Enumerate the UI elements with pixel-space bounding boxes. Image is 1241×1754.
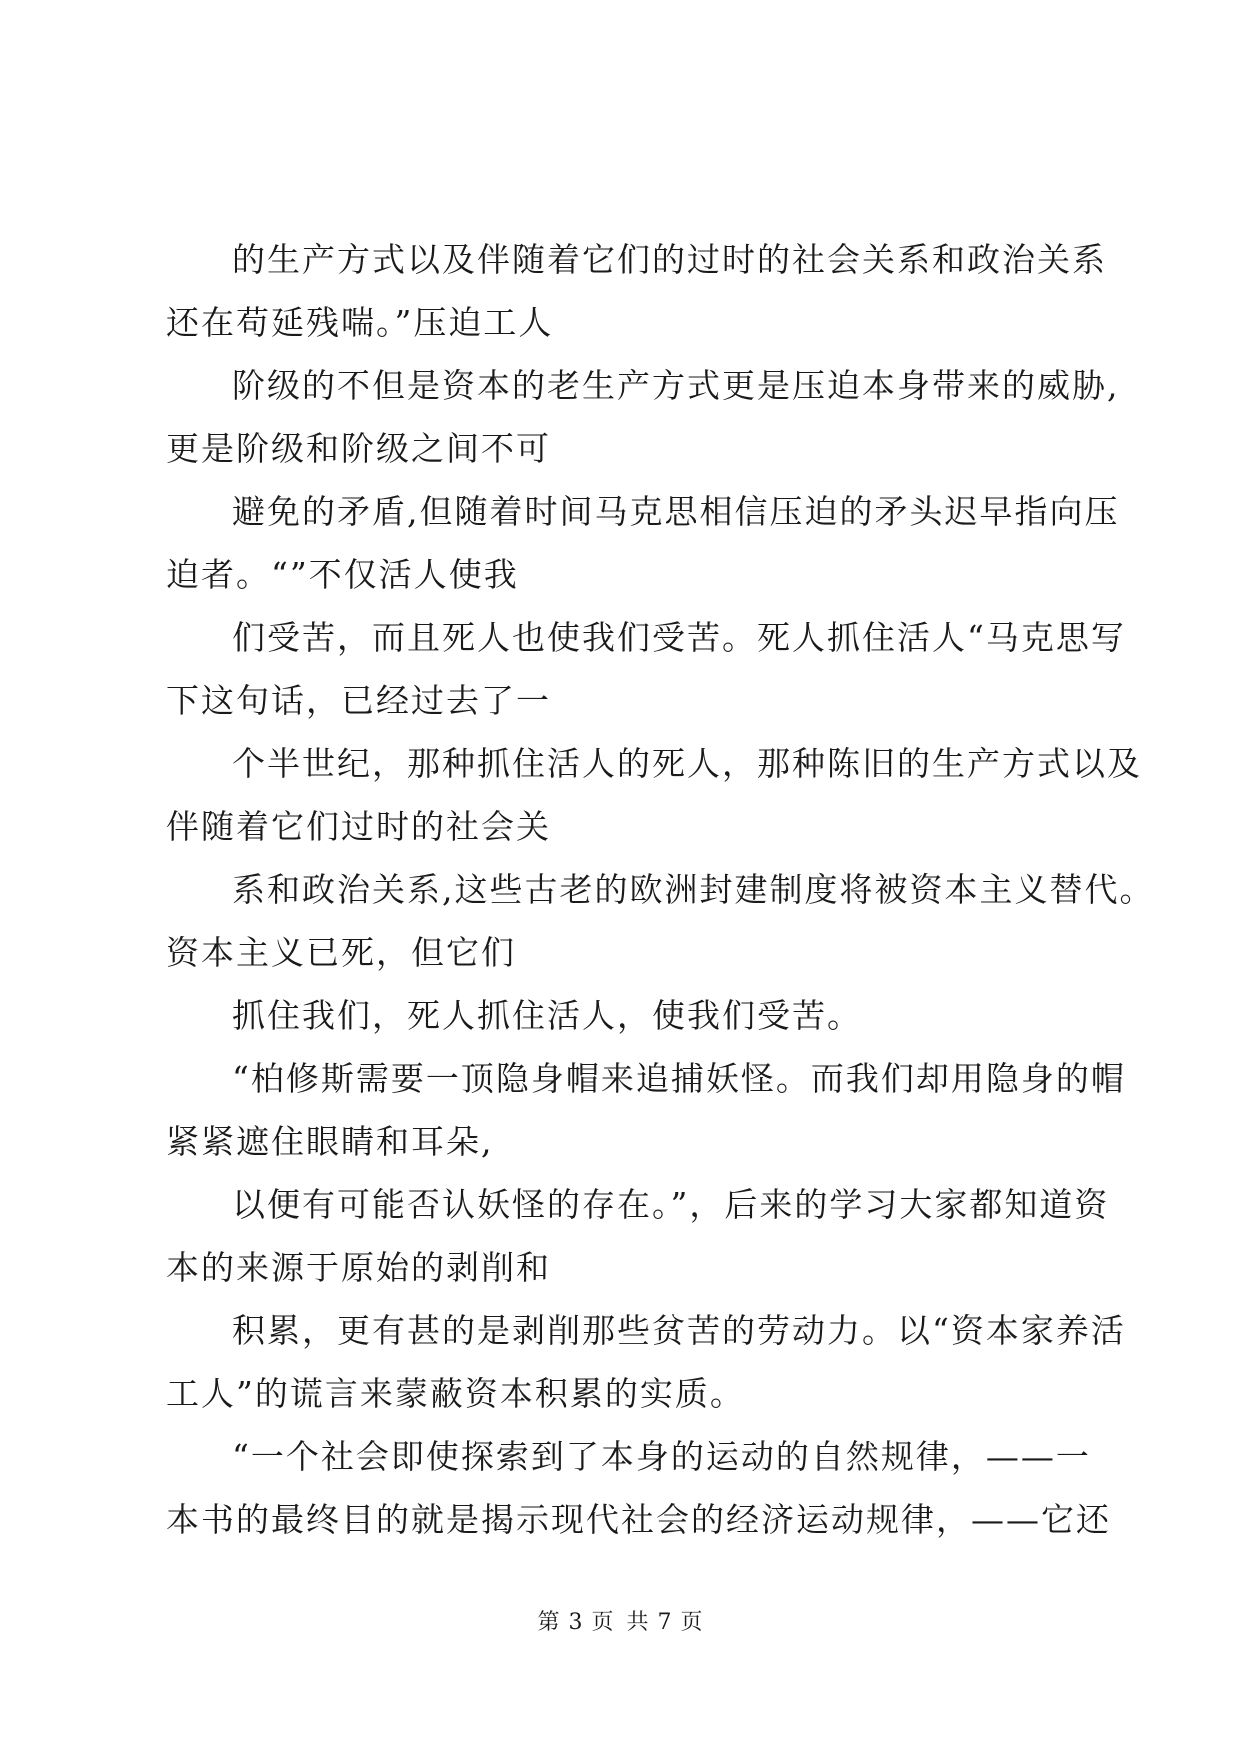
page-number: 第 3 页 (537, 1610, 615, 1635)
paragraph (166, 1425, 1111, 1551)
paragraph-line: 工人”的谎言来蒙蔽资本积累的实质。 (166, 1374, 745, 1413)
paragraph (166, 1047, 1126, 1173)
paragraph-line: 的生产方式以及伴随着它们的过时的社会关系和政治关系 (232, 240, 1107, 279)
paragraph (166, 1299, 1126, 1425)
paragraph (166, 228, 1107, 354)
paragraph (166, 1173, 1110, 1299)
paragraph-line: 资本主义已死，但它们 (166, 933, 516, 972)
paragraph-line: 个半世纪，那种抓住活人的死人，那种陈旧的生产方式以及 (232, 744, 1142, 783)
paragraph-line: 避免的矛盾,但随着时间马克思相信压迫的矛头迟早指向压 (232, 492, 1120, 531)
paragraph (166, 606, 1126, 732)
paragraph-line: 还在苟延残喘。”压迫工人 (166, 303, 554, 342)
paragraph-line: 更是阶级和阶级之间不可 (166, 429, 551, 468)
paragraph-line: “柏修斯需要一顶隐身帽来追捕妖怪。而我们却用隐身的帽 (232, 1059, 1126, 1098)
paragraph (166, 354, 1120, 480)
paragraph (166, 732, 1142, 858)
paragraph-line: “一个社会即使探索到了本身的运动的自然规律，——一 (232, 1437, 1091, 1476)
paragraph-line: 伴随着它们过时的社会关 (166, 807, 551, 846)
paragraph-line: 本的来源于原始的剥削和 (166, 1248, 551, 1287)
paragraph-line: 阶级的不但是资本的老生产方式更是压迫本身带来的威胁, (232, 366, 1120, 405)
paragraph-line: 积累，更有甚的是剥削那些贫苦的劳动力。以“资本家养活 (232, 1311, 1126, 1350)
paragraph-line: 系和政治关系,这些古老的欧洲封建制度将被资本主义替代。 (232, 870, 1155, 909)
paragraph (166, 858, 1155, 984)
page-total: 共 7 页 (626, 1610, 704, 1635)
paragraph (166, 480, 1120, 606)
paragraph-line: 迫者。“”不仅活人使我 (166, 555, 519, 594)
paragraph-line: 紧紧遮住眼睛和耳朵, (166, 1122, 494, 1161)
paragraph-line: 们受苦，而且死人也使我们受苦。死人抓住活人“马克思写 (232, 618, 1126, 657)
paragraph-line: 抓住我们，死人抓住活人，使我们受苦。 (232, 996, 862, 1035)
paragraph-line: 本书的最终目的就是揭示现代社会的经济运动规律，——它还 (166, 1500, 1111, 1539)
paragraph-line: 下这句话，已经过去了一 (166, 681, 551, 720)
paragraph-line: 以便有可能否认妖怪的存在。”，后来的学习大家都知道资 (232, 1185, 1110, 1224)
paragraph (166, 984, 1086, 1047)
document-body (166, 228, 1155, 1551)
page-footer (0, 1608, 1241, 1638)
